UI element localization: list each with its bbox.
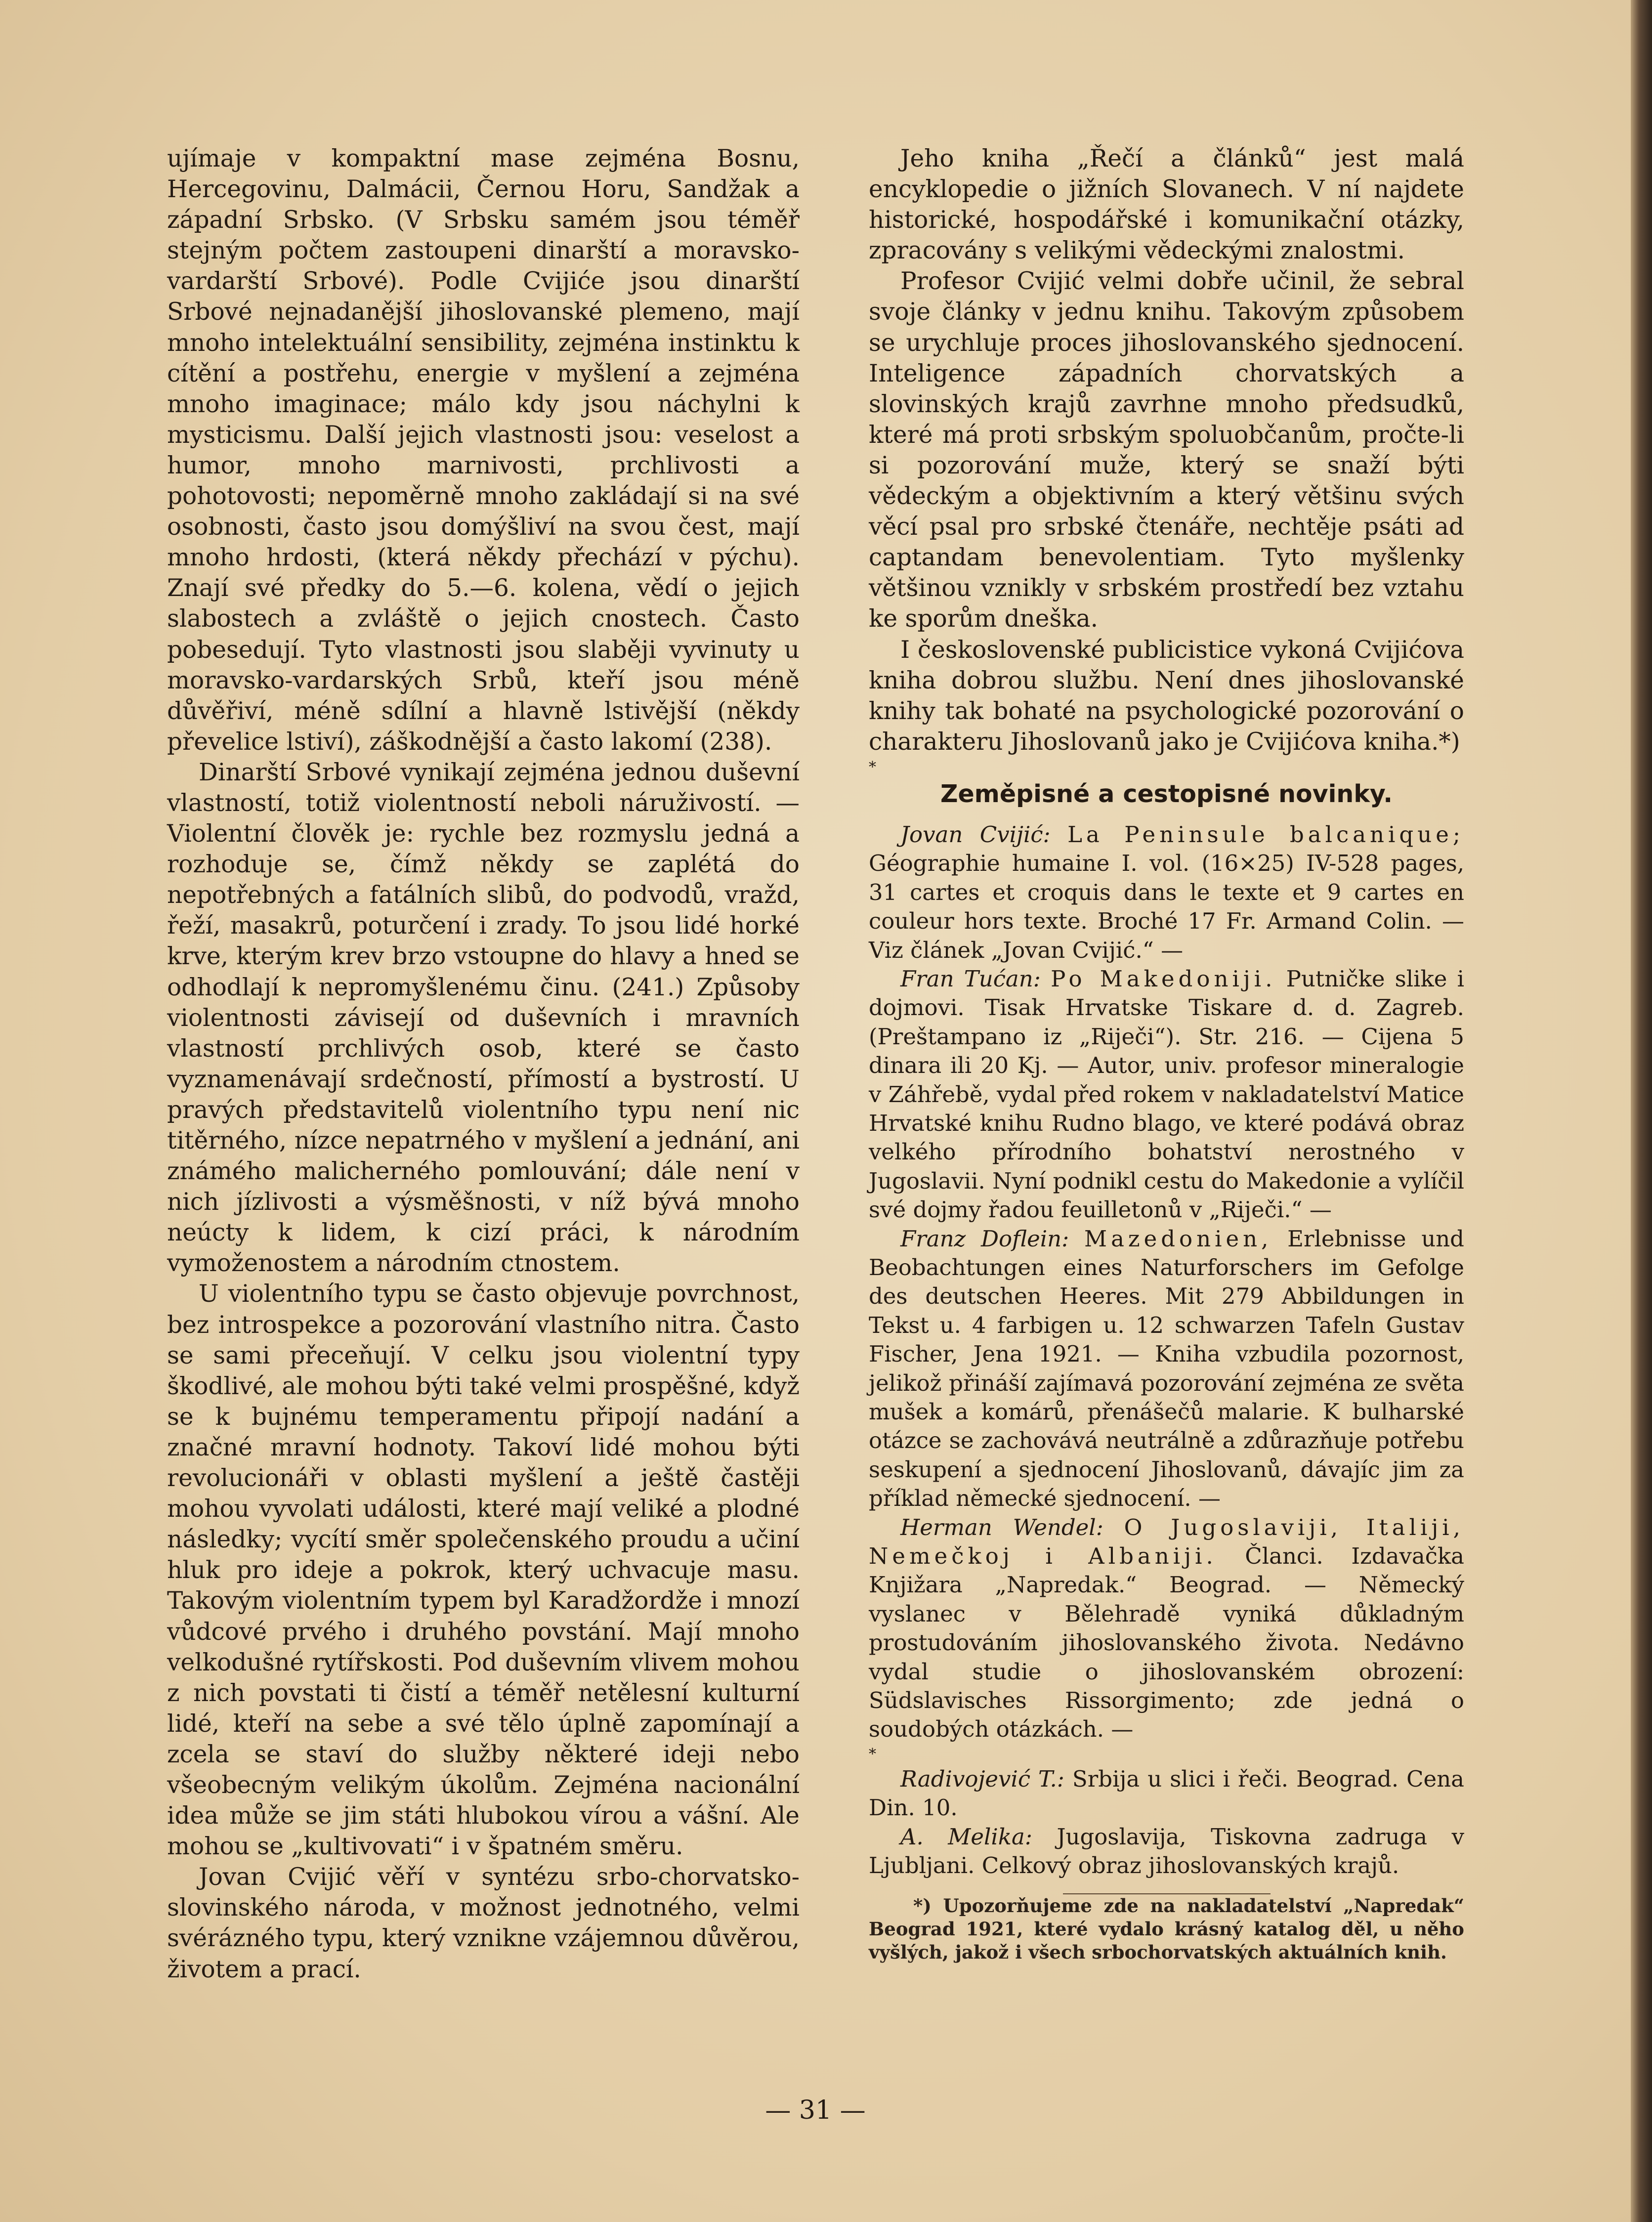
entry-author: Herman Wendel:	[900, 1514, 1103, 1540]
book-entry	[869, 1225, 1464, 1513]
section-heading: Zeměpisné a cestopisné novinky.	[940, 779, 1393, 808]
entry-details: Srbija u slici i řeči. Beograd. Cena Din. 10.	[869, 1765, 1464, 1821]
binding-edge	[1631, 0, 1652, 2222]
left-paragraph-4: Jovan Cvijić věří v syntézu srbo-chorvatsko-slovinského národa, v možnost jednotného, velmi svérázného typu, který vznikne vzájemnou důvěrou, životem a prací.	[167, 1863, 800, 1983]
entry-title: O Jugoslaviji, Italiji, Nemečkoj i Albaniji.	[869, 1514, 1464, 1570]
entry-author: A. Melika:	[900, 1823, 1033, 1850]
book-entry	[869, 1823, 1464, 1880]
book-entry	[869, 965, 1464, 1225]
book-entry	[869, 820, 1464, 965]
entry-author: Fran Tućan:	[900, 965, 1041, 992]
entry-details: Članci. Izdavačka Knjižara „Napredak.“ Beograd. — Německý vyslanec v Bělehradě vyniká důkladným prostudováním jihoslovanského života. Nedávno vydal studie o jihoslovanském obrození: Südslavisches Rissorgimento; zde jedná o soudobých otázkách. —	[869, 1543, 1465, 1743]
book-entry	[869, 1513, 1464, 1744]
left-column	[167, 143, 800, 1985]
page-number: — 31 —	[765, 2095, 866, 2125]
book-entry	[869, 1765, 1464, 1823]
entry-author: Radivojević T.:	[900, 1765, 1064, 1792]
footnote: *) Upozorňujeme zde na nakladatelství „Napredak“ Beograd 1921, které vydalo krásný katalog děl, u něho vyšlých, jakož i všech srbochorvatských aktuálních knih.	[869, 1894, 1464, 1963]
entry-details: Putničke slike i dojmovi. Tisak Hrvatske Tiskare d. d. Zagreb. (Preštampano iz „Riječi“). Str. 216. — Cijena 5 dinara ili 20 Kj. — Autor, univ. profesor mineralogie v Záhřebě, vydal před rokem v nakladatelství Matice Hrvatské knihu Rudno blago, ve které podává obraz velkého přírodního bohatství nerostného v Jugoslavii. Nyní podnikl cestu do Makedonie a vylíčil své dojmy řadou feuilletonů v „Riječi.“ —	[869, 965, 1464, 1223]
separator-asterisk: *	[869, 1745, 876, 1763]
left-paragraph-3: U violentního typu se často objevuje povrchnost, bez introspekce a pozorování vlastního nitra. Často se sami přeceňují. V celku jsou violentní typy škodlivé, ale mohou býti také velmi prospěšné, když se k bujnému temperamentu připojí nadání a značné mravní hodnoty. Takoví lidé mohou býti revolucionáři v oblasti myšlení a ještě častěji mohou vyvolati události, které mají veliké a plodné následky; vycítí směr společenského proudu a učiní hluk pro ideje a pokrok, který uchvacuje masu. Takovým violentním typem byl Karadžordže i mnozí vůdcové prvého i druhého povstání. Mají mnoho velkodušné rytířskosti. Pod duševním vlivem mohou z nich povstati ti čistí a téměř netělesní kulturní lidé, kteří na sebe a své tělo úplně zapomínají a zcela se staví do služby některé ideji nebo všeobecným velikým úkolům. Zejména nacionální idea může se jim státi hlubokou vírou a vášní. Ale mohou se „kultivovati“ i v špatném směru.	[167, 1280, 800, 1861]
entry-title: Po Makedoniji.	[1051, 965, 1276, 992]
left-paragraph-1: ujímaje v kompaktní mase zejména Bosnu, Hercegovinu, Dalmácii, Černou Horu, Sandžak a západní Srbsko. (V Srbsku samém jsou téměř stejným počtem zastoupeni dinarští a moravsko-vardarští Srbové). Podle Cvijiće jsou dinarští Srbové nejnadanější jihoslovanské plemeno, mají mnoho intelektuální sensibility, zejména instinktu k cítění a postřehu, energie v myšlení a zejména mnoho imaginace; málo kdy jsou náchylni k mysticismu. Další jejich vlastnosti jsou: veselost a humor, mnoho marnivosti, prchlivosti a pohotovosti; nepoměrně mnoho zakládají si na své osobnosti, často jsou domýšliví na svou čest, mají mnoho hrdosti, (která někdy přechází v pýchu). Znají své předky do 5.—6. kolena, vědí o jejich slabostech a zvláště o jejich cnostech. Často pobesedují. Tyto vlastnosti jsou slaběji vyvinuty u moravsko-vardarských Srbů, kteří jsou méně důvěřiví, méně sdílní a hlavně lstivější (někdy převelice lstiví), záškodnější a často lakomí (238).	[167, 145, 800, 756]
entry-details: Géographie humaine I. vol. (16×25) IV-528 pages, 31 cartes et croquis dans le texte et 9 cartes en couleur hors texte. Broché 17 Fr. Armand Colin. — Viz článek „Jovan Cvijić.“ —	[869, 850, 1464, 963]
left-paragraph-2: Dinarští Srbové vynikají zejména jednou duševní vlastností, totiž violentností neboli náruživostí. — Violentní člověk je: rychle bez rozmyslu jedná a rozhoduje se, čímž někdy se zaplétá do nepotřebných a fatálních slibů, do podvodů, vražd, řeží, masakrů, poturčení i zrady. To jsou lidé horké krve, kterým krev brzo vstoupne do hlavy a hned se odhodlají k nepromyšlenému činu. (241.) Způsoby violentnosti závisejí od duševních i mravních vlastností prchlivých osob, které se často vyznamenávají srdečností, přímostí a bystrostí. U pravých představitelů violentního typu není nic titěrného, nízce nepatrného v myšlení a jednání, ani známého malicherného pomlouvání; dále není v nich jízlivosti a výsměšnosti, v níž bývá mnoho neúcty k lidem, k cizí práci, k národním vymoženostem a národním ctnostem.	[167, 758, 800, 1278]
separator-asterisk: *	[869, 758, 876, 776]
right-paragraph-2: Profesor Cvijić velmi dobře učinil, že sebral svoje články v jednu knihu. Takovým způsobem se urychluje proces jihoslovanského sjednocení. Inteligence západních chorvatských a slovinských krajů zavrhne mnoho předsudků, které má proti srbským spoluobčanům, pročte-li si pozorování muže, který se snaží býti vědeckým a objektivním a který většinu svých věcí psal pro srbské čtenáře, nechtěje psáti ad captandam benevolentiam. Tyto myšlenky většinou vznikly v srbském prostředí bez vztahu ke sporům dneška.	[869, 267, 1464, 633]
entry-details: Jugoslavija, Tiskovna zadruga v Ljubljani. Celkový obraz jihoslovanských krajů.	[869, 1823, 1464, 1879]
entry-title: Mazedonien,	[1084, 1225, 1272, 1252]
right-column	[869, 143, 1464, 1964]
entry-details: Erlebnisse und Beobachtungen eines Naturforschers im Gefolge des deutschen Heeres. Mit 279 Abbildungen in Tekst u. 4 farbigen u. 12 schwarzen Tafeln Gustav Fischer, Jena 1921. — Kniha vzbudila pozornost, jelikož přináší zajímavá pozorování zejména ze světa mušek a komárů, přenášečů malarie. K bulharské otázce se zachovává neutrálně a zdůrazňuje potřebu seskupení a sjednocení Jihoslovanů, dávajíc jim za příklad německé sjednocení. —	[869, 1225, 1464, 1512]
entry-author: Franz Doflein:	[900, 1225, 1069, 1252]
entry-author: Jovan Cvijić:	[900, 821, 1051, 848]
right-paragraph-3: I československé publicistice vykoná Cvijićova kniha dobrou službu. Není dnes jihoslovanské knihy tak bohaté na psychologické pozorování o charakteru Jihoslovanů jako je Cvijićova kniha.*)	[869, 636, 1464, 756]
entry-title: La Peninsule balcanique;	[1067, 821, 1464, 848]
right-paragraph-1: Jeho kniha „Řečí a článků“ jest malá encyklopedie o jižních Slovanech. V ní najdete historické, hospodářské i komunikační otázky, zpracovány s velikými vědeckými znalostmi.	[869, 145, 1464, 265]
